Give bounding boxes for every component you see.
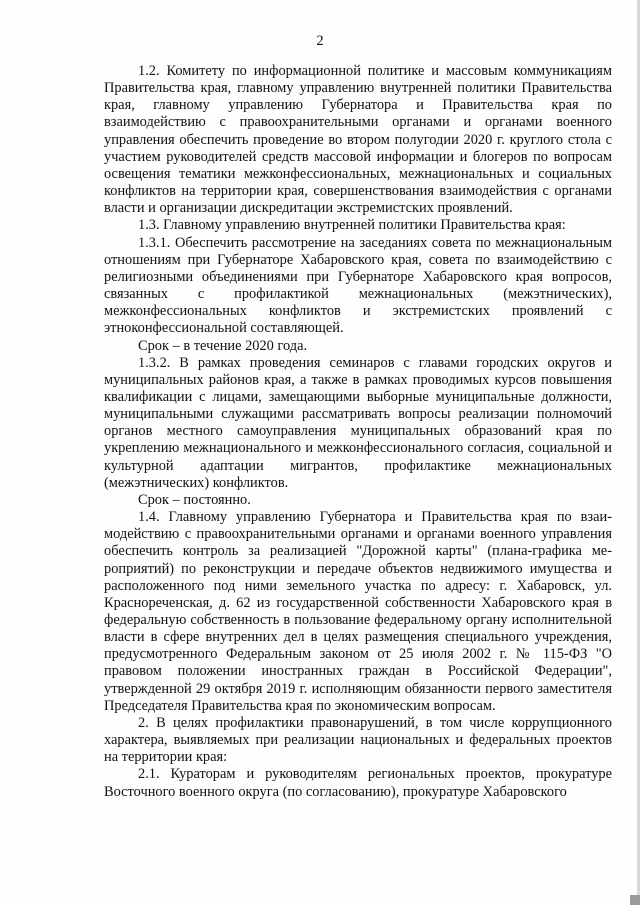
deadline-permanent: Срок – постоянно. xyxy=(138,491,251,508)
paragraph-1-3: 1.3. Главному управлению внутренней политики Правительства края: xyxy=(138,217,566,234)
paragraph-2: 2. В целях профилактики правонарушений, в том числе коррупционного характера, выявляемых при реализации национальных и федеральных проектов на территории края: xyxy=(104,714,612,766)
document-body xyxy=(104,63,612,801)
paragraph-2-1: 2.1. Кураторам и руководителям региональных проектов, прокуратуре Восточного военного округа (по согласованию), прокуратуре Хабаровского xyxy=(104,766,612,800)
page-number: 2 xyxy=(316,33,324,49)
paragraph-1-3-2: 1.3.2. В рамках проведения семинаров с главами городских округов и муниципальных районов края, а также в рамках проводимых курсов повышения квалификации с лицами, замещающими выборные муниципальные должности, муниципальными служащими рассматривать вопросы реализации полномочий органов местного самоуправления муниципальных образований края по укреплению межнационального и межконфессионального согласия, социальной и культурной адаптации мигрантов, профилактике межнациональных (межэтнических) конфликтов. xyxy=(104,354,612,491)
paragraph-1-2: 1.2. Комитету по информационной политике и массовым коммуникациям Правительства края, главному управлению внутренней политики Правительства края, главному управлению Губернатора и Правительства края по взаимодействию с правоохранительными органами и органами военного управления обеспечить проведение во втором полугодии 2020 г. круглого стола с участием руководителей средств массовой информации и блогеров по вопросам освещения тематики межконфессиональных, межнациональных и социальных конфликтов на территории края, совершенствования взаимодействия с органами власти и организации дискредитации экстремистских проявлений. xyxy=(104,63,612,217)
paragraph-1-3-1: 1.3.1. Обеспечить рассмотрение на заседаниях совета по межнациональным отношениям при Губернаторе Хабаровского края, совета по взаимодействию с религиозными объединениями при Губернаторе Хабаровского края вопросов, связанных с профилактикой межнациональных (межэтнических), межконфессиональных конфликтов и экстремистских проявлений с этноконфессиональной составляющей. xyxy=(104,234,612,337)
scan-corner-mark xyxy=(630,895,640,905)
deadline-2020: Срок – в течение 2020 года. xyxy=(138,337,308,354)
paragraph-1-4: 1.4. Главному управлению Губернатора и Правительства края по взаимодействию с правоохранительными органами и органами военного управления обеспечить контроль за реализацией "Дорожной карты" (плана-графика мероприятий) по реконструкции и передаче объектов недвижимого имущества и расположенного под ними земельного участка по адресу: г. Хабаровск, ул. Краснореченская, д. 62 из государственной собственности Хабаровского края в федеральную собственность в пользование федеральному органу исполнительной власти в сфере внутренних дел в целях размещения специального учреждения, предусмотренного Федеральным законом от 25 июля 2002 г. № 115-ФЗ "О правовом положении иностранных граждан в Российской Федерации", утвержденной 29 октября 2019 г. исполняющим обязанности первого заместителя Председателя Правительства края по экономическим вопросам. xyxy=(104,509,612,714)
